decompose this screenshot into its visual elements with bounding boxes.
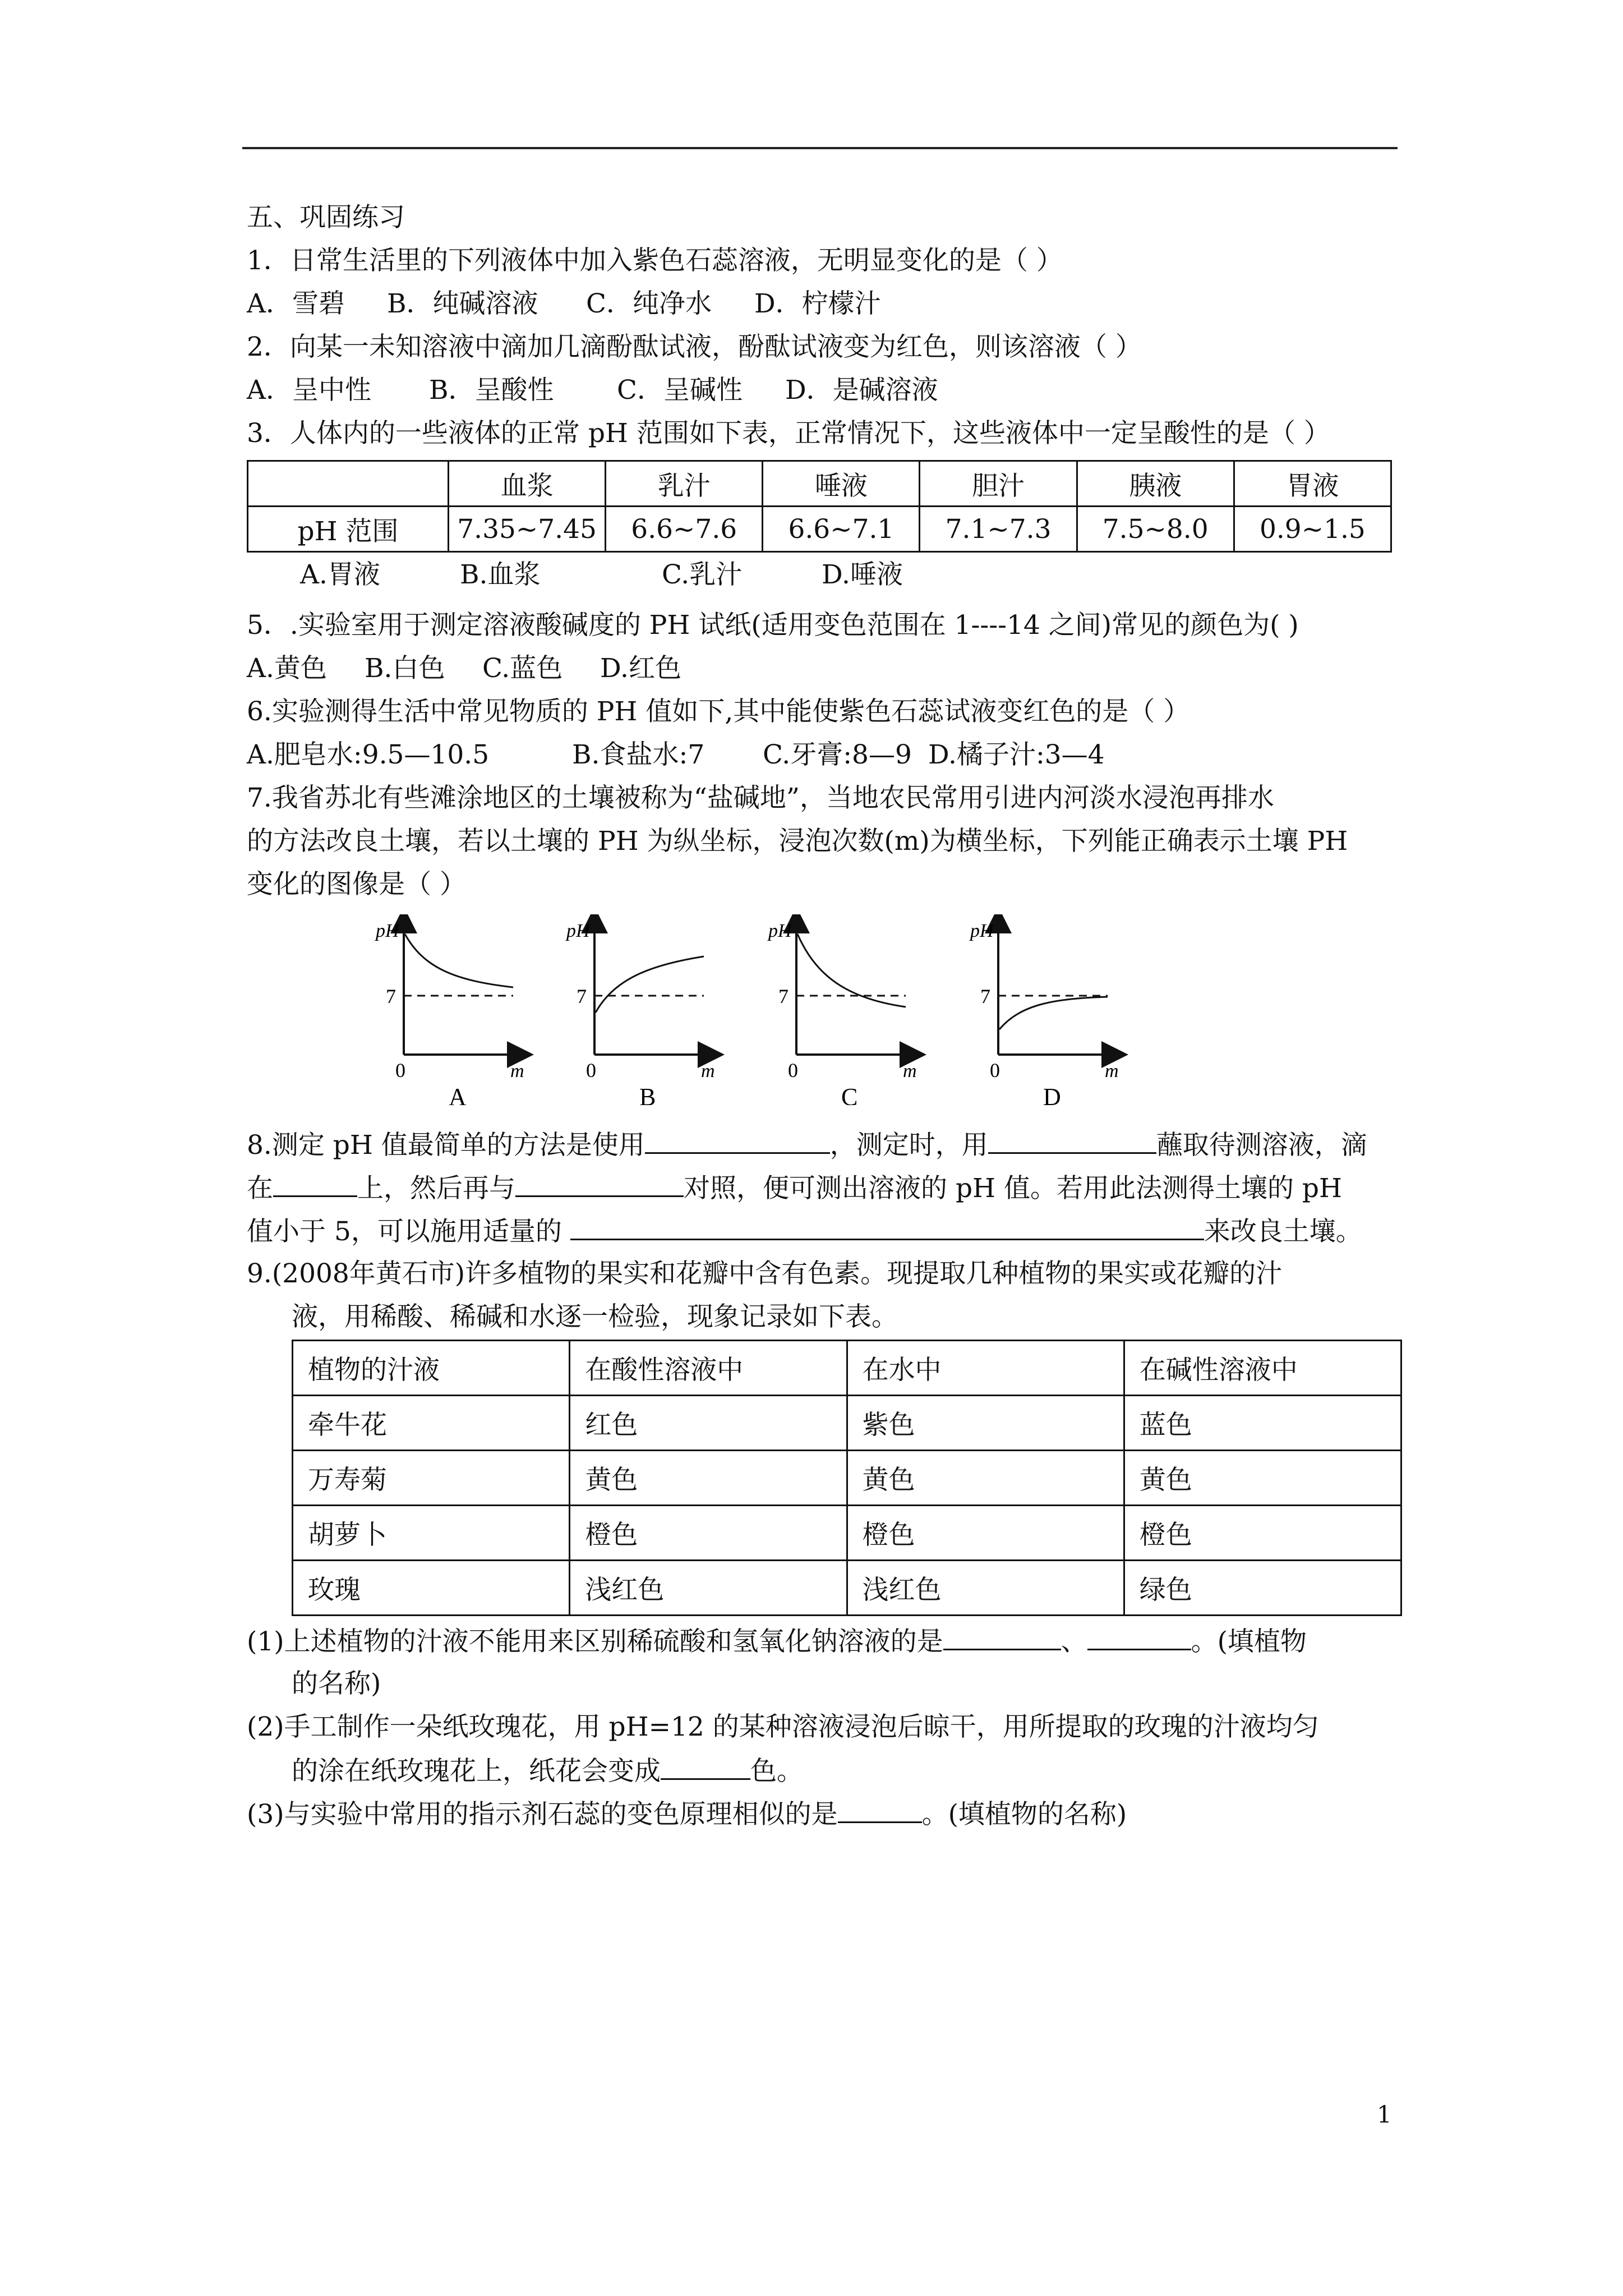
option-b: B.血浆 [460,559,541,590]
table-cell: 在碱性溶液中 [1124,1341,1401,1396]
answer-blank[interactable] [273,1171,357,1197]
origin-label: 0 [990,1059,1000,1082]
option-a: A．雪碧 [247,288,345,319]
y-axis-label: pH [768,921,792,941]
answer-blank[interactable] [1087,1624,1191,1650]
y-axis-label: pH [566,921,590,941]
table-cell: 橙色 [570,1506,847,1561]
page-number: 1 [1377,2101,1392,2128]
q8-text: 在 [247,1173,273,1204]
table-cell: 黄色 [1124,1451,1401,1506]
option-c: C.乳汁 [662,559,743,590]
option-c: C．纯净水 [586,288,712,319]
y-axis-label: pH [376,921,399,941]
question-6-options [247,738,1105,772]
ph-graphs [370,914,1166,1107]
ref-label: 7 [980,985,990,1007]
q8-text: 值小于 5，可以施用适量的 [247,1216,562,1247]
ref-label: 7 [778,985,789,1007]
table-cell: 胆汁 [920,461,1077,507]
table-cell: 0.9~1.5 [1234,507,1391,552]
graph-d [969,920,1119,1105]
table-cell: 7.35~7.45 [449,507,606,552]
question-1-options [247,287,881,321]
table-cell: 牵牛花 [293,1396,570,1451]
question-8-line-1 [247,1128,1367,1162]
table-cell: 橙色 [847,1506,1124,1561]
x-axis-label: m [701,1061,715,1082]
table-cell: 唾液 [763,461,920,507]
table-cell: 血浆 [449,461,606,507]
table-cell: 植物的汁液 [293,1341,570,1396]
option-a: A.胃液 [300,559,380,590]
q9-text: (1)上述植物的汁液不能用来区别稀硫酸和氢氧化钠溶液的是 [247,1626,943,1657]
option-b: B．呈酸性 [429,375,554,406]
q8-text: ，测定时，用 [829,1130,988,1161]
answer-blank[interactable] [943,1624,1061,1650]
table-cell: 6.6~7.1 [763,507,920,552]
table-cell: 胡萝卜 [293,1506,570,1561]
q9-text: (3)与实验中常用的指示剂石蕊的变色原理相似的是 [247,1799,838,1830]
section-title: 五、巩固练习 [247,202,405,233]
table-row [293,1451,1401,1506]
question-6-stem: 6.实验测得生活中常见物质的 PH 值如下,其中能使紫色石蕊试液变红色的是（ ） [247,696,1190,727]
q8-text: 上，然后再与 [357,1173,515,1204]
y-axis-label: pH [970,921,994,941]
table-header-row [248,461,1391,507]
option-c: C.牙膏:8—9 [763,739,912,770]
question-9-sub-2: (2)手工制作一朵纸玫瑰花，用 pH=12 的某种溶液浸泡后晾干，用所提取的玫瑰的汁液均匀 [247,1711,1319,1742]
question-1-stem: 1．日常生活里的下列液体中加入紫色石蕊溶液，无明显变化的是（ ） [247,245,1063,276]
table-cell: 在酸性溶液中 [570,1341,847,1396]
table-cell: 7.5~8.0 [1077,507,1234,552]
table-row [293,1506,1401,1561]
table-cell: 胰液 [1077,461,1234,507]
answer-blank[interactable] [515,1171,684,1197]
answer-blank[interactable] [570,1214,1204,1240]
option-a: A．呈中性 [247,375,371,406]
ref-label: 7 [386,985,396,1007]
option-d: D．是碱溶液 [785,375,938,406]
answer-blank[interactable] [838,1797,922,1823]
table-cell: 乳汁 [606,461,763,507]
option-d: D.红色 [600,653,681,684]
question-9-sub-3 [247,1797,1127,1832]
option-b: B．纯碱溶液 [387,288,538,319]
option-c: C.蓝色 [482,653,563,684]
table-cell: 浅红色 [847,1561,1124,1616]
question-8-line-2 [247,1171,1342,1205]
option-d: D.橘子汁:3—4 [928,739,1105,770]
table-cell: pH 范围 [248,507,449,552]
table-row [293,1561,1401,1616]
table-cell: 浅红色 [570,1561,847,1616]
answer-blank[interactable] [988,1128,1156,1154]
question-5-stem: 5．.实验室用于测定溶液酸碱度的 PH 试纸(适用变色范围在 1----14 之间)常见的颜色为( ) [247,610,1299,641]
table-cell: 在水中 [847,1341,1124,1396]
q8-text: 蘸取待测溶液，滴 [1156,1130,1367,1161]
answer-blank[interactable] [645,1128,830,1154]
graph-b [565,920,715,1105]
q9-text: 。(填植物的名称) [921,1799,1127,1830]
graph-letter-b: B [639,1083,656,1105]
question-3-options [300,558,903,592]
table-cell: 黄色 [847,1451,1124,1506]
origin-label: 0 [586,1059,596,1082]
table-cell: 紫色 [847,1396,1124,1451]
x-axis-label: m [903,1061,917,1082]
q9-text: 、 [1061,1626,1087,1657]
header-rule [242,147,1398,149]
table-cell: 玫瑰 [293,1561,570,1616]
question-7-line-2: 的方法改良土壤，若以土壤的 PH 为纵坐标，浸泡次数(m)为横坐标，下列能正确表示土壤 PH [247,826,1348,857]
table-cell: 橙色 [1124,1506,1401,1561]
question-9-sub-1-cont: 的名称) [292,1668,381,1699]
question-9-line-1: 9.(2008年黄石市)许多植物的果实和花瓣中含有色素。现提取几种植物的果实或花瓣的汁 [247,1258,1283,1289]
table-cell: 6.6~7.6 [606,507,763,552]
table-cell: 胃液 [1234,461,1391,507]
option-c: C．呈碱性 [617,375,743,406]
table-cell: 蓝色 [1124,1396,1401,1451]
question-7-line-1: 7.我省苏北有些滩涂地区的土壤被称为“盐碱地”，当地农民常用引进内河淡水浸泡再排水 [247,783,1274,813]
x-axis-label: m [1105,1061,1119,1082]
option-b: B.白色 [365,653,445,684]
option-b: B.食盐水:7 [572,739,705,770]
graph-letter-a: A [449,1083,467,1105]
origin-label: 0 [788,1059,798,1082]
q9-text: 的涂在纸玫瑰花上，纸花会变成 [292,1756,661,1787]
question-9-sub-2-cont [292,1754,803,1788]
table-header-row [293,1341,1401,1396]
question-8-line-3 [247,1214,1362,1249]
q9-text: 色。 [750,1756,803,1787]
question-7-line-3: 变化的图像是（ ） [247,869,466,900]
ph-range-table [247,460,1392,553]
table-row [293,1396,1401,1451]
question-5-options [247,652,681,685]
question-2-stem: 2．向某一未知溶液中滴加几滴酚酞试液，酚酞试液变为红色，则该溶液（ ） [247,332,1142,362]
option-a: A.肥皂水:9.5—10.5 [247,739,490,770]
option-d: D．柠檬汁 [754,288,881,319]
graph-letter-c: C [841,1083,858,1105]
question-3-stem: 3．人体内的一些液体的正常 pH 范围如下表，正常情况下，这些液体中一定呈酸性的是（ ） [247,418,1330,449]
answer-blank[interactable] [661,1754,750,1780]
graph-a [375,920,524,1105]
question-2-options [247,374,938,407]
q8-text: 对照，便可测出溶液的 pH 值。若用此法测得土壤的 pH [684,1173,1342,1204]
graph-c [767,920,917,1105]
table-cell: 红色 [570,1396,847,1451]
plant-juice-table [292,1340,1402,1616]
table-cell [248,461,449,507]
x-axis-label: m [510,1061,524,1082]
question-9-sub-1 [247,1624,1307,1659]
option-d: D.唾液 [822,559,903,590]
ref-label: 7 [577,985,587,1007]
table-cell: 7.1~7.3 [920,507,1077,552]
question-9-line-2: 液，用稀酸、稀碱和水逐一检验，现象记录如下表。 [292,1301,898,1332]
origin-label: 0 [395,1059,405,1082]
q8-text: 来改良土壤。 [1204,1216,1362,1247]
table-row [248,507,1391,552]
table-cell: 绿色 [1124,1561,1401,1616]
q8-text: 8.测定 pH 值最简单的方法是使用 [247,1130,645,1161]
q9-text: 。(填植物 [1191,1626,1307,1657]
table-cell: 万寿菊 [293,1451,570,1506]
graph-letter-d: D [1043,1083,1061,1105]
option-a: A.黄色 [247,653,327,684]
table-cell: 黄色 [570,1451,847,1506]
